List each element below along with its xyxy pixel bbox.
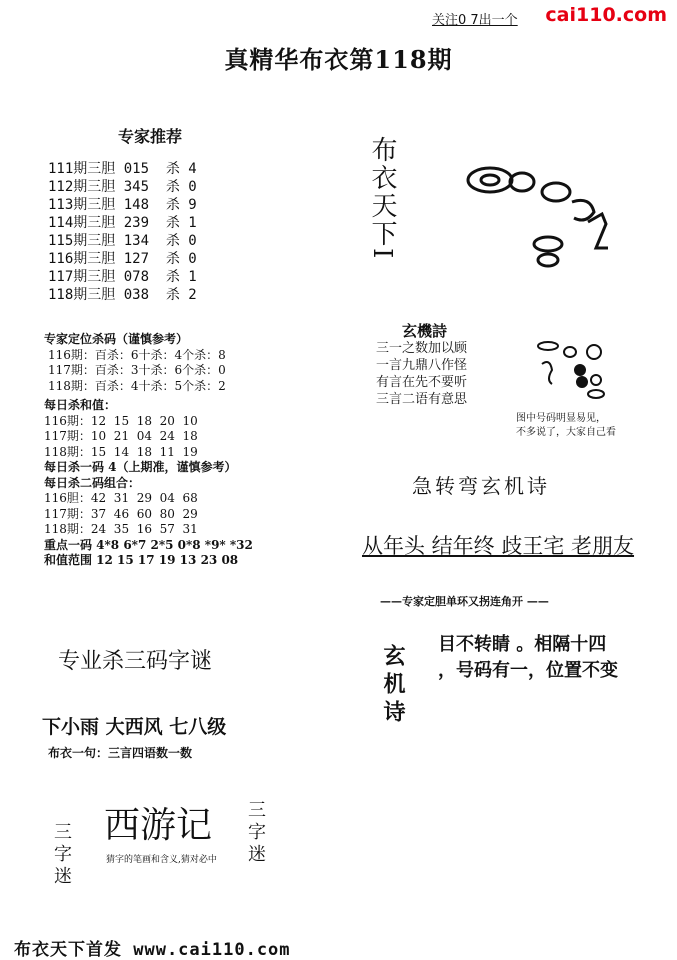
list-item: 117期三胆 078 杀 1: [48, 269, 197, 285]
caption-line: 不多说了，大家自己看: [516, 427, 616, 438]
one-kill-line: 每日杀一码 4（上期准，谨慎参考）: [44, 460, 237, 474]
list-item: 116期三胆 127 杀 0: [48, 251, 197, 267]
kill-number-box: [44, 332, 276, 569]
list-item: 有言在先不要听: [376, 375, 468, 390]
expert-picks-list: [48, 160, 197, 304]
image-caption: [516, 412, 616, 440]
vertical-label-left: 三字迷: [51, 822, 72, 888]
riddle-text: 下小雨 大西风 七八级: [42, 716, 227, 738]
focus-one-line: 重点一码 4*8 6*7 2*5 0*8 *9* *32: [44, 537, 253, 552]
kill3-title: 专业杀三码字谜: [58, 649, 213, 674]
tagline: 从年头 结年终 歧王宅 老朋友: [362, 534, 635, 558]
list-item: 115期三胆 134 杀 0: [48, 233, 197, 249]
caption-line: 图中号码明显易见，: [516, 413, 606, 424]
riddle-hint: 布衣一句：三言四语数一数: [48, 746, 193, 760]
list-item: 117期：37 46 60 80 29: [44, 506, 198, 521]
sum-range-line: 和值范围 12 15 17 19 13 23 08: [44, 553, 239, 567]
page-title: 真精华布衣第118期: [224, 45, 453, 74]
list-item: 118期三胆 038 杀 2: [48, 287, 197, 303]
footer-source[interactable]: 布衣天下首发 www.cai110.com: [14, 940, 291, 960]
list-item: 目不转睛 。相隔十四: [438, 634, 607, 655]
list-item: 一言九鼎八作怪: [376, 358, 468, 373]
list-item: 118期：15 14 18 11 19: [44, 444, 198, 459]
list-item: ，号码有一，位置不变: [438, 660, 618, 681]
xuan-vertical-label: 玄机诗: [380, 644, 406, 728]
list-item: 117期：10 21 04 24 18: [44, 429, 198, 443]
list-item: 118期：百杀：4十杀：5个杀：2: [48, 378, 226, 393]
list-item: 116期：百杀：6十杀：4个杀：8: [48, 347, 226, 362]
scribble-image: [460, 152, 660, 282]
follow-notice: 关注0 7出一个: [432, 13, 518, 28]
list-item: 116胆：42 31 29 04 68: [44, 491, 198, 505]
sum-kill-heading: 每日杀和值：: [44, 398, 117, 412]
list-item: 111期三胆 015 杀 4: [48, 161, 197, 177]
list-item: 114期三胆 239 杀 1: [48, 215, 197, 231]
poem-title: 玄機詩: [402, 322, 448, 340]
list-item: 116期：12 15 18 20 10: [44, 413, 198, 428]
riddle-answer: 西游记: [104, 805, 213, 846]
list-item: 112期三胆 345 杀 0: [48, 179, 197, 195]
buyi-vertical-title: 布衣天下I: [367, 136, 397, 261]
position-heading: 专家定位杀码（谨慎参考）: [44, 332, 189, 346]
brand-logo-text[interactable]: cai110.com: [545, 4, 667, 26]
vertical-label-right: 三字迷: [245, 800, 266, 866]
answer-note: 猜字的笔画和含义,猜对必中: [106, 855, 217, 865]
list-item: 三言二语有意思: [376, 392, 468, 407]
list-item: 117期：百杀：3十杀：6个杀：0: [48, 363, 226, 377]
xuan-poem: [438, 632, 618, 684]
hidden-number-image: [530, 336, 620, 406]
poem-lines: [376, 340, 467, 408]
urgent-title: 急转弯玄机诗: [412, 474, 550, 498]
list-item: 三一之数加以顾: [376, 341, 468, 356]
list-item: 113期三胆 148 杀 9: [48, 197, 197, 213]
expert-banner: ——专家定胆单环又拐连角开 ——: [380, 595, 549, 608]
expert-heading: 专家推荐: [118, 127, 183, 146]
list-item: 118期：24 35 16 57 31: [44, 522, 198, 536]
two-combo-heading: 每日杀二码组合：: [44, 475, 141, 490]
